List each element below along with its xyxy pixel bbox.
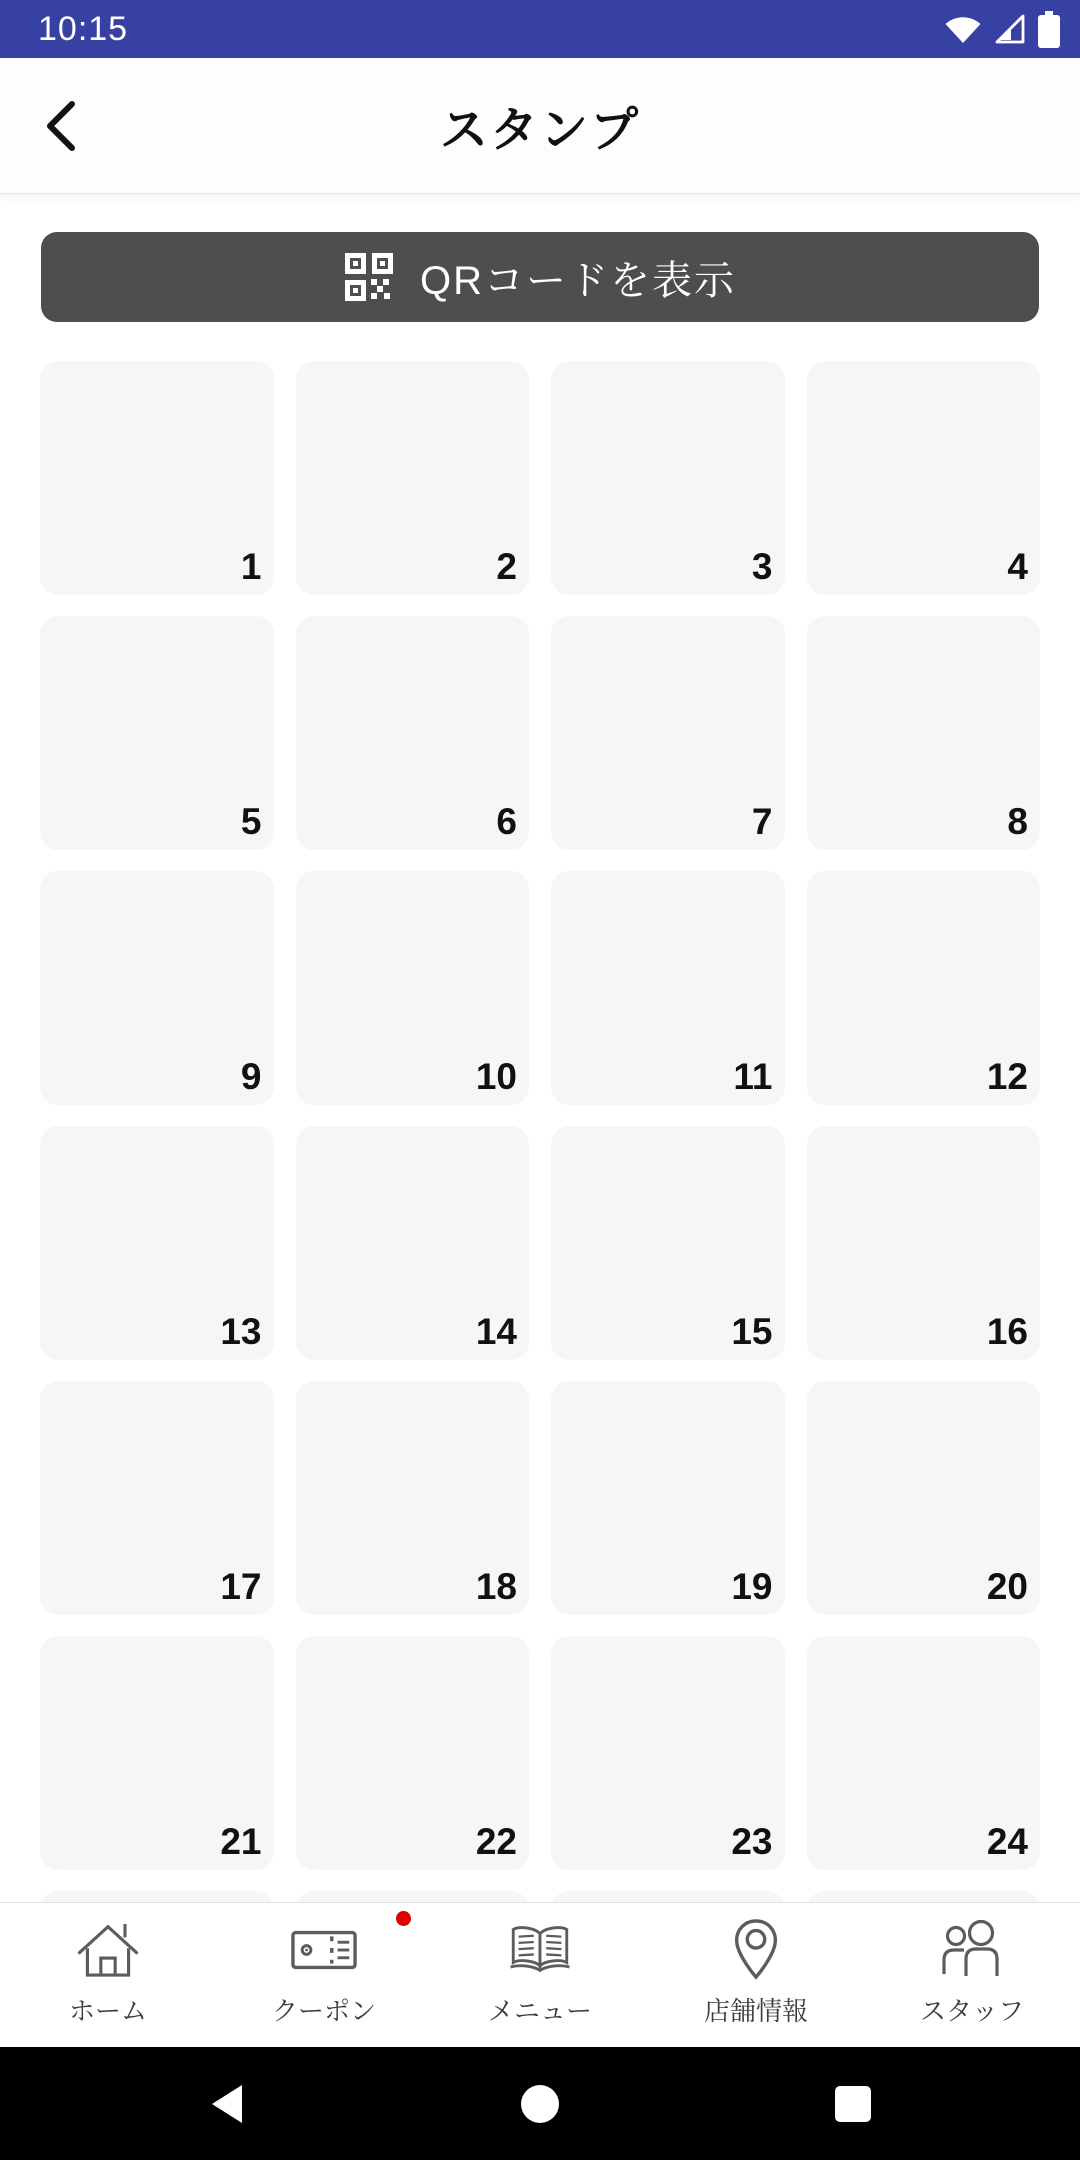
stamp-number: 3	[751, 546, 773, 587]
stamp-number: 12	[986, 1056, 1028, 1097]
stamp-cell	[807, 1381, 1041, 1615]
nav-item-label: スタッフ	[919, 1996, 1024, 2026]
home-icon	[74, 1916, 142, 1984]
coupon-icon	[291, 1916, 357, 1984]
status-icons	[944, 11, 1060, 48]
stamp-cell	[40, 1381, 274, 1615]
stamp-cell	[296, 616, 530, 850]
stamp-cell	[40, 1891, 274, 1902]
stamp-number: 18	[475, 1566, 517, 1607]
menu-book-icon	[507, 1916, 573, 1984]
stamp-cell	[551, 1381, 785, 1615]
stamp-cell	[551, 361, 785, 595]
qr-button-label: QRコードを表示	[420, 258, 736, 303]
stamp-cell	[296, 361, 530, 595]
stamp-number: 2	[496, 546, 517, 587]
android-navigation-bar	[0, 2047, 1080, 2160]
android-recents-button[interactable]	[835, 2086, 871, 2122]
qr-code-icon	[344, 252, 394, 302]
stamp-cell	[551, 1126, 785, 1360]
stamp-number: 7	[751, 801, 773, 842]
stamp-cell	[551, 1636, 785, 1870]
stamp-cell	[40, 361, 274, 595]
stamp-number: 6	[496, 801, 517, 842]
status-time: 10:15	[38, 9, 129, 48]
nav-item-menu[interactable]	[432, 1903, 648, 2047]
stamp-cell	[40, 1126, 274, 1360]
nav-item-store-info[interactable]	[648, 1903, 864, 2047]
store-pin-icon	[731, 1916, 781, 1984]
stamp-number: 20	[986, 1566, 1028, 1607]
stamp-cell	[807, 616, 1041, 850]
nav-item-label: クーポン	[271, 1996, 376, 2026]
app-header	[0, 58, 1080, 194]
stamp-number: 22	[475, 1821, 517, 1862]
stamp-number: 9	[240, 1056, 262, 1097]
battery-icon	[1038, 11, 1060, 48]
page-title: スタンプ	[439, 104, 640, 157]
nav-item-home[interactable]	[0, 1903, 216, 2047]
stamp-cell	[296, 1126, 530, 1360]
stamp-content	[0, 194, 1080, 1902]
nav-item-label: ホーム	[68, 1996, 147, 2026]
staff-icon	[940, 1916, 1004, 1984]
back-chevron-icon	[42, 100, 78, 152]
stamp-number: 16	[986, 1311, 1028, 1352]
stamp-cell	[807, 361, 1041, 595]
nav-item-label: 店舗情報	[703, 1996, 808, 2026]
stamp-cell	[807, 1636, 1041, 1870]
stamp-number: 15	[731, 1311, 773, 1352]
cellular-signal-icon	[994, 13, 1026, 45]
android-back-button[interactable]	[212, 2085, 242, 2123]
stamp-cell	[296, 1891, 530, 1902]
android-home-button[interactable]	[521, 2085, 559, 2123]
stamp-cell	[296, 871, 530, 1105]
stamp-cell	[807, 1891, 1041, 1902]
nav-item-coupon[interactable]	[216, 1903, 432, 2047]
stamp-grid	[40, 361, 1040, 1902]
stamp-cell	[807, 1126, 1041, 1360]
stamp-number: 14	[475, 1311, 517, 1352]
stamp-number: 4	[1007, 546, 1028, 587]
stamp-number: 1	[240, 546, 262, 587]
status-bar	[0, 0, 1080, 58]
stamp-cell	[40, 616, 274, 850]
stamp-number: 10	[475, 1056, 517, 1097]
notification-badge-icon	[396, 1911, 411, 1926]
stamp-cell	[296, 1381, 530, 1615]
stamp-cell	[40, 871, 274, 1105]
stamp-cell	[551, 616, 785, 850]
stamp-number: 13	[220, 1311, 262, 1352]
stamp-number: 8	[1007, 801, 1028, 842]
stamp-number: 21	[220, 1821, 262, 1862]
stamp-cell	[551, 871, 785, 1105]
stamp-cell	[807, 871, 1041, 1105]
back-button[interactable]	[34, 92, 86, 160]
show-qr-code-button[interactable]	[41, 232, 1039, 322]
stamp-number: 23	[731, 1821, 773, 1862]
stamp-number: 5	[240, 801, 262, 842]
stamp-cell	[551, 1891, 785, 1902]
stamp-number: 17	[220, 1566, 262, 1607]
stamp-number: 19	[731, 1566, 773, 1607]
stamp-cell	[296, 1636, 530, 1870]
nav-item-label: メニュー	[487, 1996, 592, 2026]
stamp-cell	[40, 1636, 274, 1870]
wifi-icon	[944, 14, 982, 44]
stamp-number: 11	[733, 1056, 773, 1097]
nav-item-staff[interactable]	[864, 1903, 1080, 2047]
bottom-nav	[0, 1902, 1080, 2047]
stamp-number: 24	[986, 1821, 1028, 1862]
